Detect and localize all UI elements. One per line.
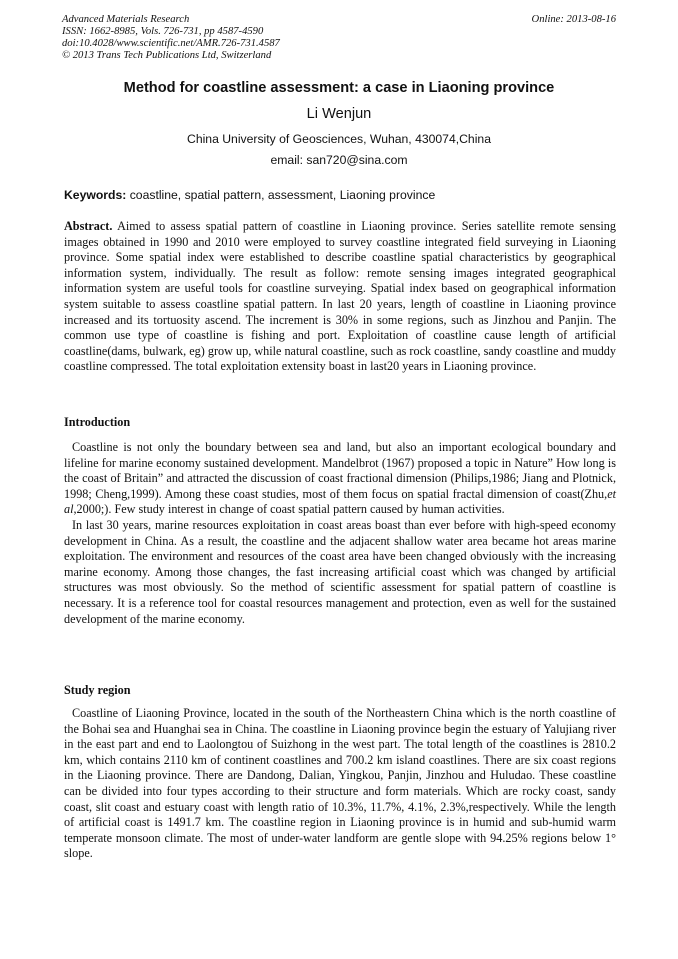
intro-p1-start: Coastline is not only the boundary between sea and land, but also an important ecological boundary and lifeline for marine economy sustained development. Mandelbrot (1967) proposed a topic in Nature” How long is the coast of Britain” and attracted the discussion of coast fractional dimension (Philips,1986; Jiang and Plotnick, 1998; Cheng,1999). Among these coast studies, most of them focus on spatial fractal dimension of coast(Zhu,: [64, 440, 616, 501]
copyright-line: © 2013 Trans Tech Publications Ltd, Switzerland: [62, 50, 272, 61]
intro-p1-italic: et al: [64, 486, 616, 517]
keywords-label: Keywords:: [64, 188, 127, 202]
paper-title: Method for coastline assessment: a case in Liaoning province: [123, 80, 555, 96]
author-name: Li Wenjun: [306, 106, 372, 122]
introduction-paragraph-1: [64, 440, 616, 518]
keywords: [64, 188, 616, 202]
affiliation: China University of Geosciences, Wuhan, 430074,China: [187, 132, 491, 146]
keywords-text: coastline, spatial pattern, assessment, Liaoning province: [126, 188, 436, 202]
study-region-heading: Study region: [64, 683, 131, 697]
journal-header: [62, 14, 616, 62]
introduction-body: [64, 440, 616, 627]
study-region-paragraph-1: Coastline of Liaoning Province, located in the south of the Northeastern China which is the north coastline of the Bohai sea and Huanghai sea in China. The coastline in Liaoning province begin the estuary of Yalujiang river in the east part and end to Laolongtou of Suizhong in the west part. The total length of the coastlines is 2810.2 km, which contains 2110 km of continent coastlines and 700.2 km island coastlines. There are six coast regions in the Liaoning province. There are Dandong, Dalian, Yingkou, Panjin, Jinzhou and Huludao. These coastline can be divided into four types according to their structure and form materials. Which are rocky coast, sandy coast, slit coast and estuary coast with length ratio of 10.3%, 11.7%, 4.1%, 2.3%,respectively. While the length of artificial coast is 1491.7 km. The coastline region in Liaoning province is in humid and sub-humid warm temperate monsoon climate. The most of under-water landform are gentle slope with 94.25% regions below 1° slope.: [64, 706, 616, 861]
abstract: [64, 219, 616, 375]
abstract-text: Aimed to assess spatial pattern of coastline in Liaoning province. Series satellite remote sensing images obtained in 1990 and 2010 were employed to survey coastline integrated field surveying in Liaoning province. Some spatial index were established to describe coastline spatial characteristics by geographical information system, individually. The result as follow: remote sensing images integrated geographical information system are useful tools for coastline surveying. Spatial index based on geographical information system suitable to assess coastline spatial pattern. In last 20 years, length of coastline in Liaoning province increased and its tortuosity ascend. The increment is 30% in some regions, such as Jinzhou and Panjin. The common use type of coastline is fishing and port. Exploitation of coastline cause length of artificial coastline(dams, bulwark, eg) grow up, while natural coastline, such as rock coastline, sandy coastline and muddy coastline compressed. The total exploitation extensity boast in last20 years in Liaoning province.: [64, 219, 616, 374]
journal-name: Advanced Materials Research: [62, 14, 190, 25]
issn-line: ISSN: 1662-8985, Vols. 726-731, pp 4587-4590: [62, 26, 264, 37]
intro-p1-end: ,2000;). Few study interest in change of coast spatial pattern caused by human activities.: [73, 502, 505, 517]
introduction-heading: Introduction: [64, 415, 131, 429]
introduction-paragraph-2: In last 30 years, marine resources exploitation in coast areas boast than ever before with high-speed economy development in China. As a result, the coastline and the adjacent shallow water area became hot areas marine exploitation. The environment and resources of the coast area have been changed obviously with the increasing marine economy. Among those changes, the fast increasing artificial coast which was changed by artificial structures was most obviously. So the method of scientific assessment for spatial pattern of coastline is necessary. It is a reference tool for coastal resources management and protection, even as well for the sustained development of the marine economy.: [64, 517, 616, 626]
online-date: Online: 2013-08-16: [531, 14, 616, 25]
study-region-body: [64, 706, 616, 862]
abstract-label: Abstract.: [64, 219, 113, 233]
doi-line: doi:10.4028/www.scientific.net/AMR.726-731.4587: [62, 38, 280, 49]
author-email: email: san720@sina.com: [270, 153, 408, 167]
